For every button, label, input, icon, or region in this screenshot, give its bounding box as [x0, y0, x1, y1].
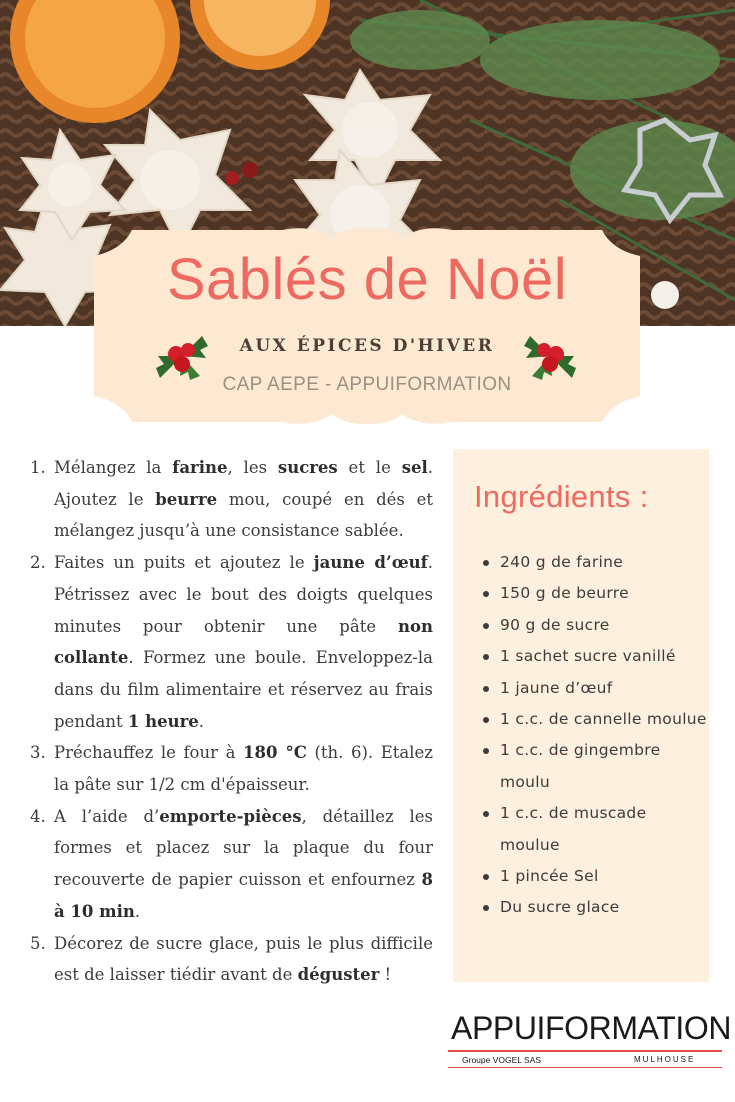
step-text: . — [198, 711, 205, 731]
step-text: . — [134, 901, 141, 921]
ingredient-item: Du sucre glace — [473, 892, 709, 923]
step-text: , détaillez les formes et placez sur la plaque du four recouverte de papier cuisson et enfournez — [54, 806, 433, 890]
step-text: Décorez de sucre glace, puis le plus difficile est de laisser tiédir avant de — [54, 933, 433, 985]
ingredients-panel — [453, 449, 709, 982]
step-keyword: jaune d’œuf — [313, 553, 428, 573]
appuiformation-logo — [448, 1010, 732, 1072]
recipe-step — [26, 928, 433, 991]
step-keyword: emporte-pièces — [159, 806, 302, 826]
page-subtitle: AUX ÉPICES D'HIVER — [239, 336, 495, 356]
step-number: 5. — [30, 933, 46, 953]
logo-city: MULHOUSE — [634, 1055, 696, 1064]
ingredient-item: 1 jaune d’œuf — [473, 673, 709, 704]
logo-divider — [448, 1050, 722, 1052]
step-text: (th. 6). Etalez la pâte sur 1/2 cm d'épaisseur. — [54, 743, 433, 795]
organization-label: CAP AEPE - APPUIFORMATION — [222, 374, 512, 395]
step-keyword: non collante — [54, 616, 433, 668]
step-text: . Ajoutez le — [54, 458, 433, 509]
step-keyword: 8 à 10 min — [54, 870, 433, 921]
holly-icon — [152, 326, 212, 386]
ingredient-item: 90 g de sucre — [473, 610, 709, 641]
step-keyword: sucres — [277, 458, 338, 477]
step-keyword: beurre — [155, 489, 218, 509]
recipe-step — [26, 737, 433, 800]
step-number: 2. — [30, 553, 46, 573]
ingredient-item: 1 c.c. de cannelle moulue — [473, 704, 709, 735]
step-keyword: 180 °C — [243, 743, 307, 763]
step-text: Faites un puits et ajoutez le — [54, 553, 314, 573]
step-keyword: 1 heure — [127, 711, 199, 731]
step-text: , les — [227, 458, 278, 477]
step-number: 4. — [30, 806, 46, 826]
ingredient-item: 1 sachet sucre vanillé — [473, 641, 709, 672]
step-keyword: déguster — [297, 965, 380, 985]
step-number: 1. — [30, 458, 46, 477]
step-text: et le — [337, 458, 402, 477]
recipe-steps — [26, 452, 433, 991]
ingredient-item: 240 g de farine — [473, 547, 709, 578]
ingredient-item: 150 g de beurre — [473, 578, 709, 609]
ingredients-title: Ingrédients : — [474, 479, 649, 514]
step-keyword: farine — [172, 458, 228, 477]
recipe-step — [26, 801, 433, 928]
title-badge — [92, 226, 642, 426]
logo-name: APPUIFORMATION — [451, 1010, 732, 1046]
recipe-step — [26, 547, 433, 737]
step-text: . Formez une boule. Enveloppez-la dans du film alimentaire et réservez au frais pendant — [54, 648, 433, 731]
ingredient-item: 1 c.c. de muscade moulue — [473, 798, 709, 861]
step-number: 3. — [30, 743, 46, 763]
ingredients-list — [473, 547, 709, 924]
logo-group: Groupe VOGEL SAS — [462, 1055, 542, 1065]
holly-icon — [520, 326, 580, 386]
step-text: mou, coupé en dés et mélangez jusqu’à une consistance sablée. — [54, 489, 434, 541]
step-text: Mélangez la — [54, 458, 173, 477]
step-text: A l’aide d’ — [54, 806, 160, 826]
page-title: Sablés de Noël — [166, 247, 568, 312]
recipe-step — [26, 452, 433, 547]
step-text: Préchauffez le four à — [54, 743, 243, 763]
step-keyword: sel — [401, 458, 428, 477]
ingredient-item: 1 c.c. de gingembre moulu — [473, 735, 709, 798]
step-text: . Pétrissez avec le bout des doigts quelques minutes pour obtenir une pâte — [54, 553, 433, 636]
logo-divider-bottom — [448, 1067, 722, 1068]
ingredient-item: 1 pincée Sel — [473, 861, 709, 892]
step-text: ! — [379, 965, 392, 985]
